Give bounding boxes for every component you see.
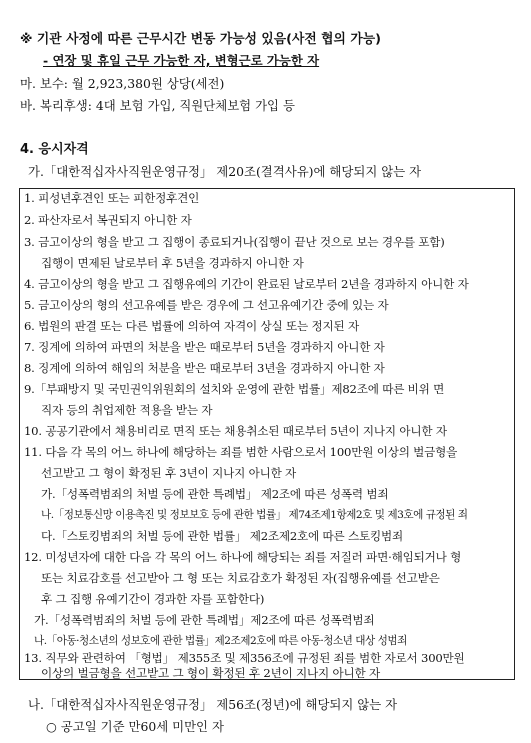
- schedule-notice: ※ 기관 사정에 따른 근무시간 변동 가능성 있음(사전 협의 가능): [20, 32, 381, 47]
- list-item: 11. 다음 각 목의 어느 하나에 해당하는 죄를 범한 사람으로서 100만원 이상의 벌금형을: [24, 445, 458, 459]
- qualification-item-ga: 가.「대한적십자사직원운영규정」 제20조(결격사유)에 해당되지 않는 자: [28, 164, 422, 179]
- list-item: 2. 파산자로서 복권되지 아니한 자: [24, 213, 192, 227]
- list-item: 12. 미성년자에 대한 다음 각 목의 어느 하나에 해당되는 죄를 저질러 파면·해임되거나 형: [24, 550, 462, 564]
- age-requirement: ○ 공고일 기준 만60세 미만인 자: [46, 719, 224, 734]
- list-item: 10. 공공기관에서 채용비리로 면직 또는 채용취소된 때로부터 5년이 지나지 아니한 자: [24, 424, 447, 438]
- sub-item: 가.「성폭력범죄의 처벌 등에 관한 특례법」제2조에 따른 성폭력범죄: [34, 613, 375, 627]
- list-item-cont: 선고받고 그 형이 확정된 후 3년이 지나지 아니한 자: [41, 466, 297, 480]
- list-item-cont: 직자 등의 취업제한 적용을 받는 자: [41, 403, 213, 417]
- list-item: 6. 법원의 판결 또는 다른 법률에 의하여 자격이 상실 또는 정지된 자: [24, 319, 359, 333]
- list-item: 7. 징계에 의하여 파면의 처분을 받은 때로부터 5년을 경과하지 아니한 자: [24, 340, 385, 354]
- sub-item: 나.「아동·청소년의 성보호에 관한 법률」제2조제2호에 따른 아동·청소년 대상 성범죄: [34, 635, 407, 647]
- list-item-cont: 집행이 면제된 날로부터 후 5년을 경과하지 아니한 자: [41, 256, 304, 270]
- list-item-cont: 후 그 집행 유예기간이 경과한 자를 포함한다): [41, 592, 265, 606]
- list-item: 3. 금고이상의 형을 받고 그 집행이 종료되거나(집행이 끝난 것으로 보는 경우를 포함): [24, 235, 445, 249]
- sub-item: 다.「스토킹범죄의 처벌 등에 관한 법률」 제2조제2호에 따른 스토킹범죄: [41, 529, 404, 543]
- qualification-item-na: 나.「대한적십자사직원운영규정」 제56조(정년)에 해당되지 않는 자: [28, 697, 398, 712]
- list-item: 1. 피성년후견인 또는 피한정후견인: [24, 191, 200, 205]
- list-item: 8. 징계에 의하여 해임의 처분을 받은 때로부터 3년을 경과하지 아니한 자: [24, 361, 385, 375]
- list-item: 5. 금고이상의 형의 선고유예를 받은 경우에 그 선고유예기간 중에 있는 자: [24, 298, 389, 312]
- sub-item: 나.「정보통신망 이용촉진 및 정보보호 등에 관한 법률」 제74조제1항제2호 및 제3호에 규정된 죄: [41, 509, 468, 521]
- list-item-cont: 이상의 벌금형을 선고받고 그 형이 확정된 후 2년이 지나지 아니한 자: [41, 666, 381, 680]
- schedule-notice-sub: - 연장 및 휴일 근무 가능한 자, 변형근로 가능한 자: [43, 53, 320, 68]
- sub-item: 가.「성폭력범죄의 처벌 등에 관한 특례법」 제2조에 따른 성폭력 범죄: [41, 487, 389, 501]
- welfare-info: 바. 복리후생: 4대 보험 가입, 직원단체보험 가입 등: [20, 98, 295, 113]
- list-item-cont: 또는 치료감호를 선고받아 그 형 또는 치료감호가 확정된 자(집행유예를 선고받은: [41, 571, 440, 585]
- pay-info: 마. 보수: 월 2,923,380원 상당(세전): [20, 76, 225, 91]
- list-item: 9.「부패방지 및 국민권익위원회의 설치와 운영에 관한 법률」제82조에 따른 비위 면: [24, 382, 445, 396]
- section-title: 4. 응시자격: [20, 142, 89, 157]
- list-item: 13. 직무와 관련하여 「형법」 제355조 및 제356조에 규정된 죄를 범한 자로서 300만원: [24, 651, 465, 665]
- list-item: 4. 금고이상의 형을 받고 그 집행유예의 기간이 완료된 날로부터 2년을 경과하지 아니한 자: [24, 277, 469, 291]
